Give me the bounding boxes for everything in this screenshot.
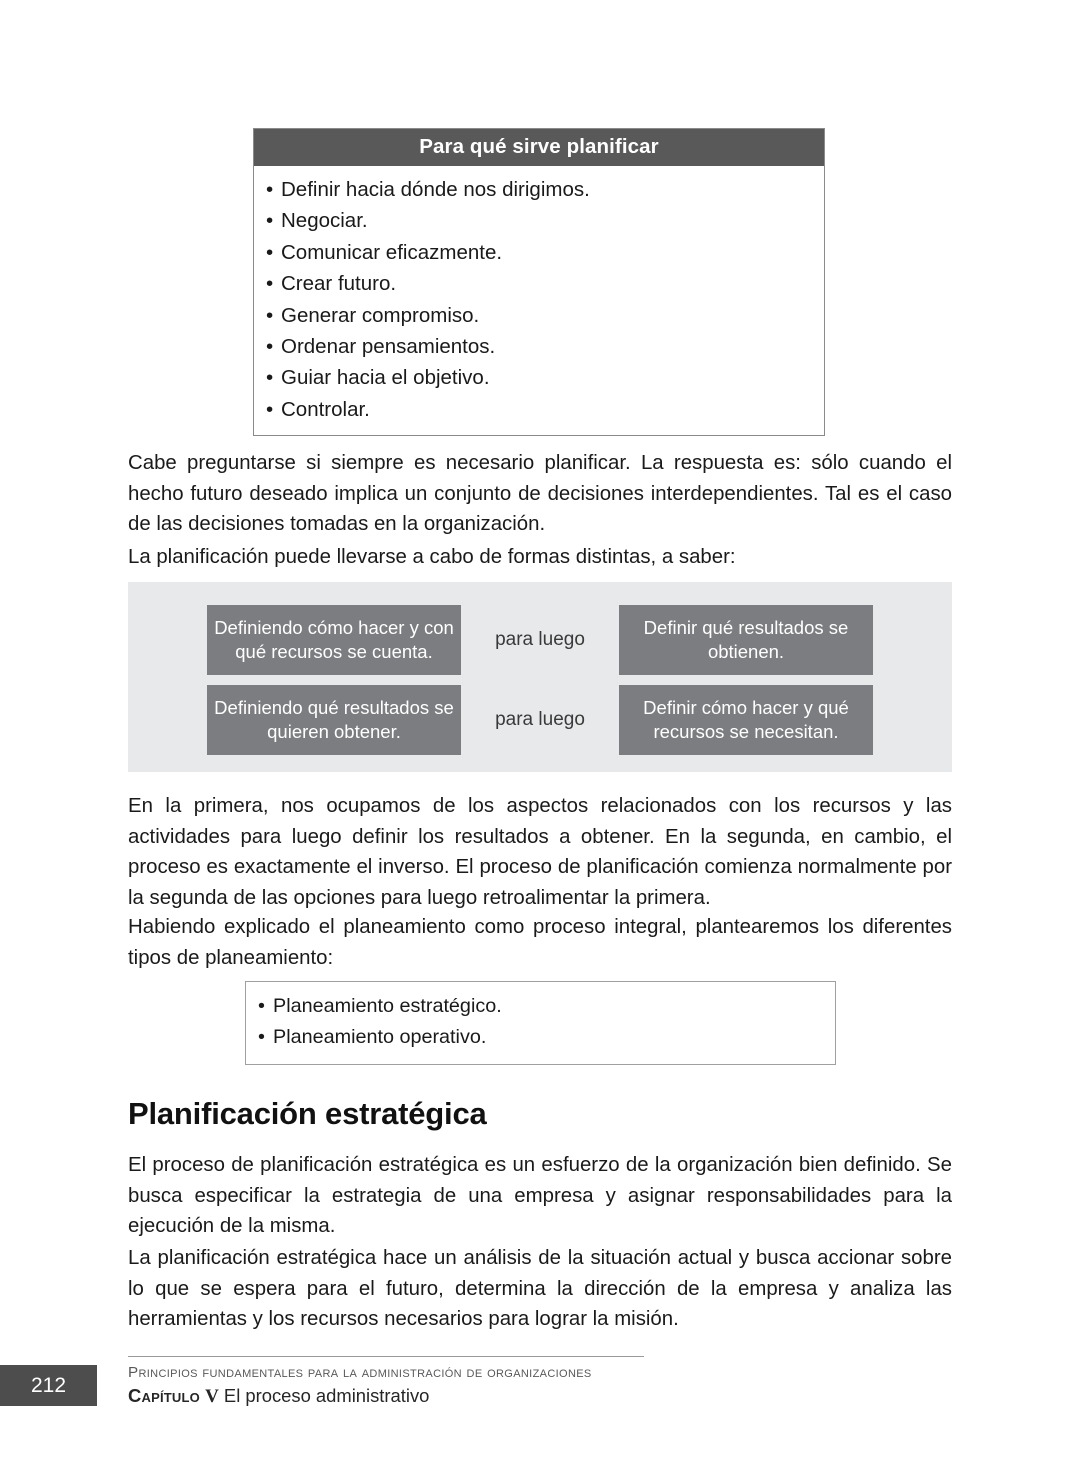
- footer-divider: [128, 1356, 644, 1357]
- diagram-connector-label: para luego: [495, 629, 585, 650]
- page-number: 212: [0, 1365, 97, 1406]
- diagram-row: [128, 685, 952, 755]
- info-table: [253, 128, 825, 436]
- diagram-connector-label: para luego: [495, 709, 585, 730]
- paragraph-6: La planificación estratégica hace un análisis de la situación actual y busca accionar sobre lo que se espera para el futuro, determina la dirección de la empresa y analiza las herramientas y los recursos necesarios para lograr la misión.: [128, 1247, 952, 1331]
- list-item: [254, 331, 824, 362]
- list-item: [246, 991, 835, 1022]
- list-item: [246, 1022, 835, 1053]
- list-item-label: Guiar hacia el objetivo.: [281, 366, 490, 390]
- bullet-icon: •: [266, 303, 274, 327]
- list-item: [254, 174, 824, 205]
- footer: [128, 1363, 828, 1409]
- list-item-label: Planeamiento operativo.: [273, 1026, 487, 1048]
- list-item: [254, 205, 824, 236]
- footer-chapter-word: Capítulo: [128, 1385, 200, 1406]
- diagram-box-right: Definir qué resultados se obtienen.: [619, 605, 873, 675]
- info-table-title: Para qué sirve planificar: [254, 129, 824, 166]
- list-item: [254, 268, 824, 299]
- info-table-body: [254, 166, 824, 435]
- planning-types-box: [245, 981, 836, 1065]
- list-item-label: Generar compromiso.: [281, 303, 480, 327]
- list-item: [254, 300, 824, 331]
- list-item-label: Negociar.: [281, 209, 368, 233]
- footer-chapter-line: [128, 1384, 828, 1409]
- bullet-icon: •: [266, 240, 274, 264]
- diagram-box-left: Definiendo qué resultados se quieren obtener.: [207, 685, 461, 755]
- page-title: Planificación estratégica: [128, 1096, 487, 1131]
- bullet-icon: •: [266, 272, 274, 296]
- bullet-icon: •: [266, 178, 274, 201]
- list-item-label: Ordenar pensamientos.: [281, 335, 496, 359]
- footer-chapter-title: El proceso administrativo: [223, 1385, 430, 1406]
- footer-chapter-number: V: [205, 1386, 219, 1407]
- list-item-label: Comunicar eficazmente.: [281, 240, 503, 264]
- bullet-icon: •: [258, 995, 265, 1017]
- diagram-box-right: Definir cómo hacer y qué recursos se necesitan.: [619, 685, 873, 755]
- list-item: [254, 237, 824, 268]
- diagram-box-left: Definiendo cómo hacer y con qué recursos se cuenta.: [207, 605, 461, 675]
- paragraph-3: En la primera, nos ocupamos de los aspectos relacionados con los recursos y las actividades para luego definir los resultados a obtener. En la segunda, en cambio, el proceso es exactamente el inverso. El proceso de planificación comienza normalmente por la segunda de las opciones para luego retroalimentar la primera.: [128, 795, 952, 909]
- list-item-label: Definir hacia dónde nos dirigimos.: [281, 178, 590, 201]
- paragraph-4: Habiendo explicado el planeamiento como proceso integral, plantearemos los diferentes tipos de planeamiento:: [128, 916, 952, 969]
- paragraph-1: Cabe preguntarse si siempre es necesario planificar. La respuesta es: sólo cuando el hecho futuro deseado implica un conjunto de decisiones interdependientes. Tal es el caso de las decisiones tomadas en la organización.: [128, 452, 952, 536]
- bullet-icon: •: [266, 335, 274, 359]
- paragraph-2: La planificación puede llevarse a cabo de formas distintas, a saber:: [128, 546, 736, 568]
- paragraph-5: El proceso de planificación estratégica es un esfuerzo de la organización bien definido. Se busca especificar la estrategia de una empresa y asignar responsabilidades para la ejecución de la misma.: [128, 1154, 952, 1238]
- footer-book-title: Principios fundamentales para la administración de organizaciones: [128, 1364, 592, 1381]
- list-item: [254, 394, 824, 425]
- bullet-icon: •: [258, 1026, 265, 1048]
- list-item-label: Controlar.: [281, 397, 370, 421]
- list-item-label: Crear futuro.: [281, 272, 397, 296]
- diagram-row: [128, 605, 952, 675]
- bullet-icon: •: [266, 209, 274, 233]
- planning-flow-diagram: [128, 582, 952, 772]
- list-item: [254, 362, 824, 393]
- bullet-icon: •: [266, 366, 274, 390]
- bullet-icon: •: [266, 397, 274, 421]
- list-item-label: Planeamiento estratégico.: [273, 995, 502, 1017]
